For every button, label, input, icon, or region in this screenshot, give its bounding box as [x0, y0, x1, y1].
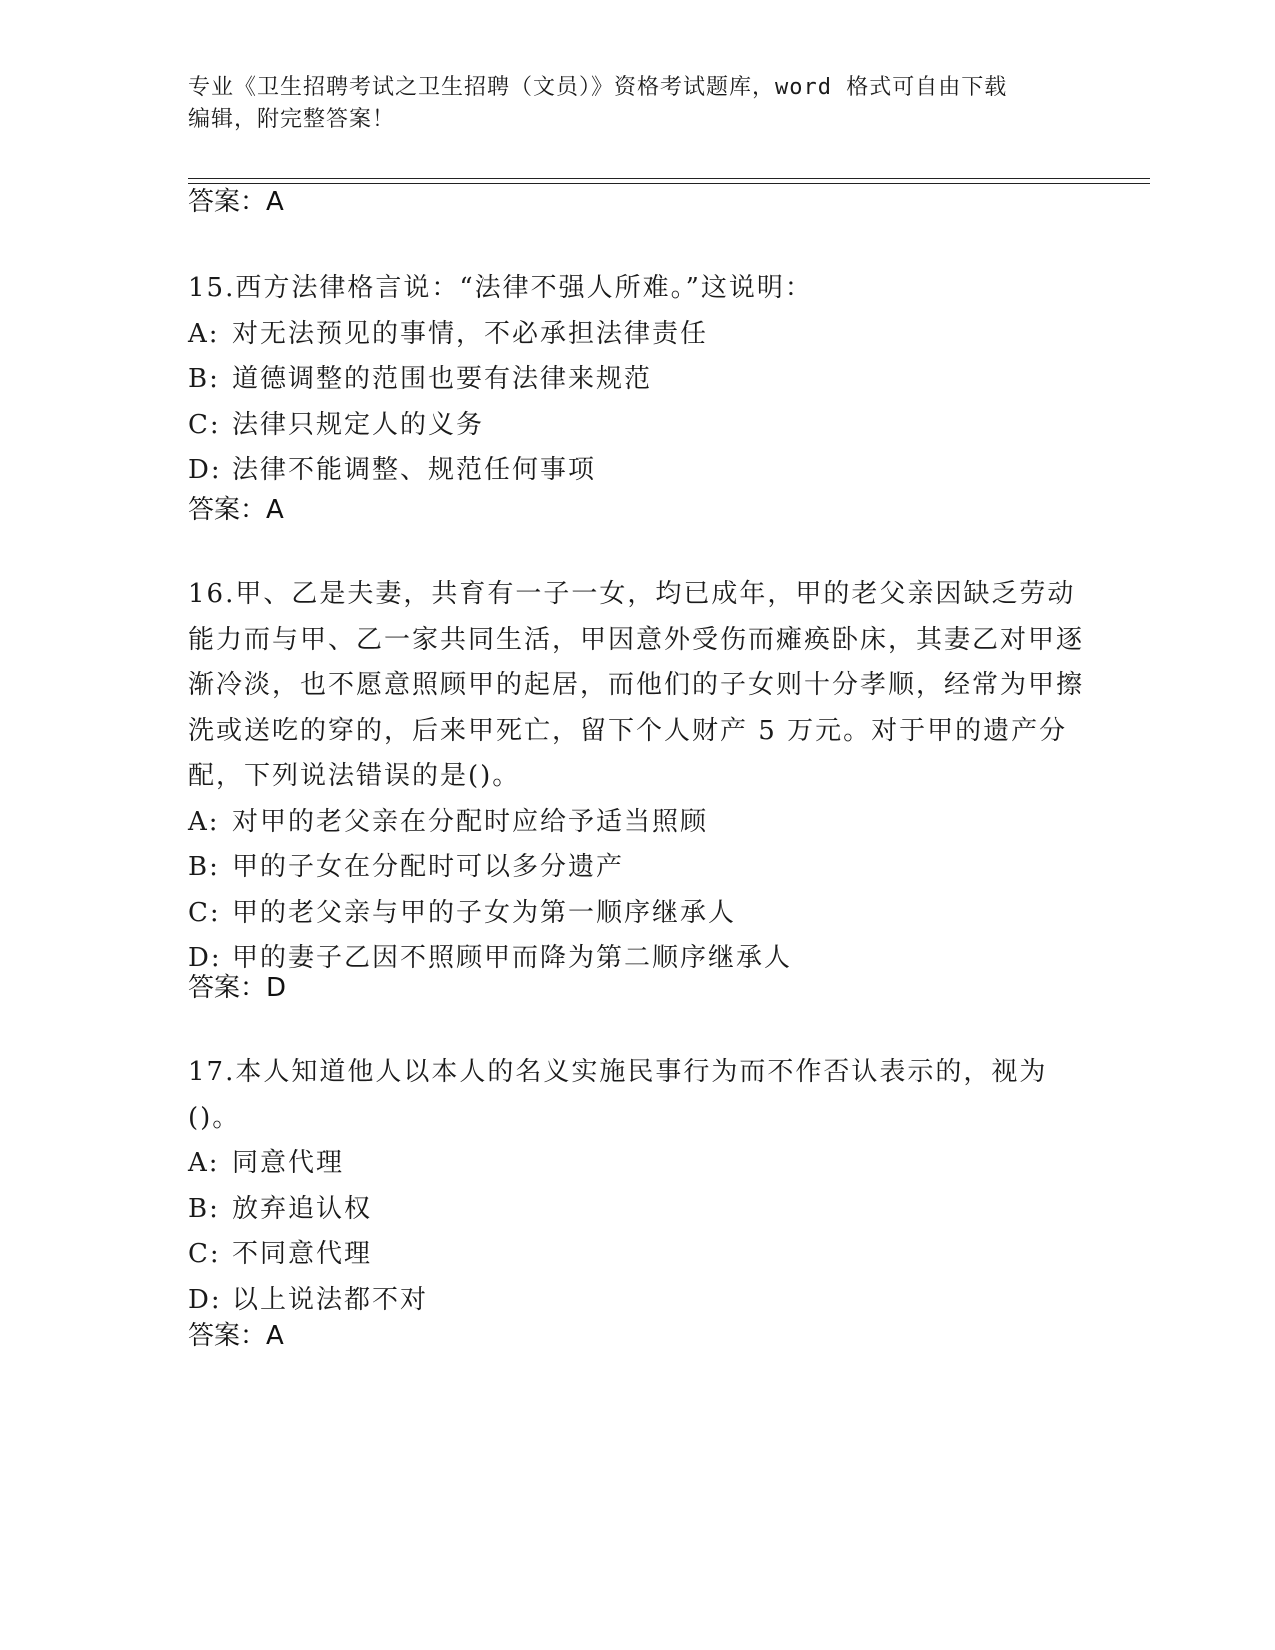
- previous-answer: 答案：A: [188, 187, 284, 217]
- option-letter: D:: [188, 943, 222, 973]
- option-b: [188, 357, 1088, 403]
- option-text: 道德调整的范围也要有法律来规范: [232, 364, 653, 394]
- option-text: 以上说法都不对: [232, 1284, 429, 1315]
- option-text: 不同意代理: [232, 1239, 373, 1269]
- option-c: [188, 891, 1088, 937]
- option-d: [188, 936, 1088, 982]
- option-a: [188, 800, 1088, 846]
- question-15: [188, 266, 1088, 494]
- option-text: 法律不能调整、规范任何事项: [232, 455, 597, 485]
- option-letter: C:: [188, 1239, 221, 1269]
- option-letter: B:: [188, 364, 220, 394]
- option-letter: B:: [188, 852, 220, 882]
- option-text: 对无法预见的事情，不必承担法律责任: [232, 318, 709, 349]
- option-text: 对甲的老父亲在分配时应给予适当照顾: [232, 806, 709, 837]
- option-b: [188, 1187, 1088, 1233]
- option-a: [188, 312, 1088, 358]
- option-a: [188, 1141, 1088, 1187]
- option-letter: A:: [188, 1148, 220, 1178]
- option-c: [188, 1232, 1088, 1278]
- header-divider-bottom: [188, 183, 1150, 184]
- answer-16: 答案：D: [188, 973, 287, 1003]
- question-16: [188, 572, 1088, 982]
- option-letter: C:: [188, 897, 221, 928]
- option-letter: A:: [188, 806, 220, 837]
- option-letter: D:: [188, 455, 222, 485]
- option-d: [188, 1278, 1088, 1324]
- question-stem: 17.本人知道他人以本人的名义实施民事行为而不作否认表示的，视为()。: [188, 1057, 1048, 1133]
- option-letter: D:: [188, 1284, 222, 1315]
- option-letter: A:: [188, 318, 220, 349]
- option-b: [188, 845, 1088, 891]
- option-text: 法律只规定人的义务: [232, 409, 485, 440]
- document-header: [188, 72, 1088, 136]
- question-17: [188, 1050, 1088, 1323]
- header-line-1: 专业《卫生招聘考试之卫生招聘（文员）》资格考试题库，word 格式可自由下载: [188, 75, 1008, 100]
- option-letter: B:: [188, 1193, 220, 1224]
- question-stem: 16.甲、乙是夫妻，共育有一子一女，均已成年，甲的老父亲因缺乏劳动能力而与甲、乙一家共同生活，甲因意外受伤而瘫痪卧床，其妻乙对甲逐渐冷淡，也不愿意照顾甲的起居，而他们的子女则十分孝顺，经常为甲擦洗或送吃的穿的，后来甲死亡，留下个人财产 5 万元。对于甲的遗产分配，下列说法错误的是()。: [188, 579, 1085, 791]
- option-c: [188, 403, 1088, 449]
- question-stem: 15.西方法律格言说：“法律不强人所难。”这说明：: [188, 273, 813, 303]
- option-text: 放弃追认权: [232, 1193, 373, 1224]
- option-text: 甲的妻子乙因不照顾甲而降为第二顺序继承人: [232, 943, 793, 973]
- option-letter: C:: [188, 409, 221, 440]
- header-line-2: 编辑，附完整答案！: [188, 107, 396, 132]
- option-text: 甲的老父亲与甲的子女为第一顺序继承人: [232, 897, 737, 928]
- option-text: 同意代理: [232, 1148, 345, 1178]
- answer-17: 答案：A: [188, 1321, 284, 1351]
- option-text: 甲的子女在分配时可以多分遗产: [232, 852, 625, 882]
- header-divider-top: [188, 178, 1150, 179]
- answer-15: 答案：A: [188, 495, 284, 525]
- option-d: [188, 448, 1088, 494]
